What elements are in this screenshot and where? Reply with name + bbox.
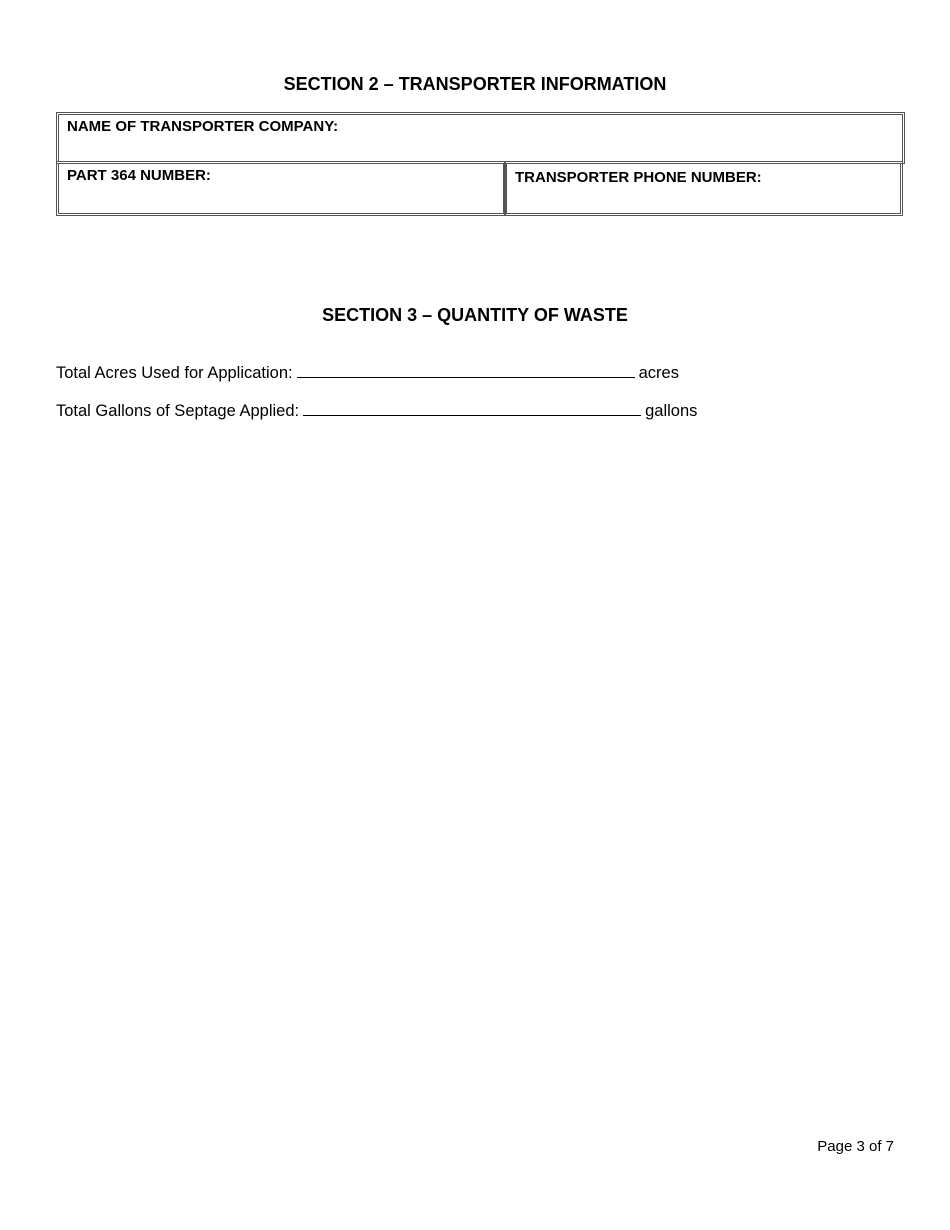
gallons-unit: gallons xyxy=(645,402,698,420)
section2-title: SECTION 2 – TRANSPORTER INFORMATION xyxy=(283,74,667,94)
gallons-input-line[interactable] xyxy=(303,401,641,416)
section3-title: SECTION 3 – QUANTITY OF WASTE xyxy=(322,305,628,325)
acres-input-line[interactable] xyxy=(297,363,635,378)
gallons-row xyxy=(56,401,697,421)
transporter-company-label: NAME OF TRANSPORTER COMPANY: xyxy=(67,118,339,135)
transporter-phone-field[interactable] xyxy=(504,161,903,216)
acres-unit: acres xyxy=(638,364,679,382)
part364-number-label: PART 364 NUMBER: xyxy=(67,167,211,184)
part364-number-field[interactable] xyxy=(56,161,506,216)
transporter-phone-label: TRANSPORTER PHONE NUMBER: xyxy=(515,169,762,186)
page-number: Page 3 of 7 xyxy=(817,1138,894,1155)
acres-label: Total Acres Used for Application: xyxy=(56,364,293,382)
transporter-company-field[interactable] xyxy=(56,112,905,164)
gallons-label: Total Gallons of Septage Applied: xyxy=(56,402,300,420)
acres-row xyxy=(56,363,679,383)
